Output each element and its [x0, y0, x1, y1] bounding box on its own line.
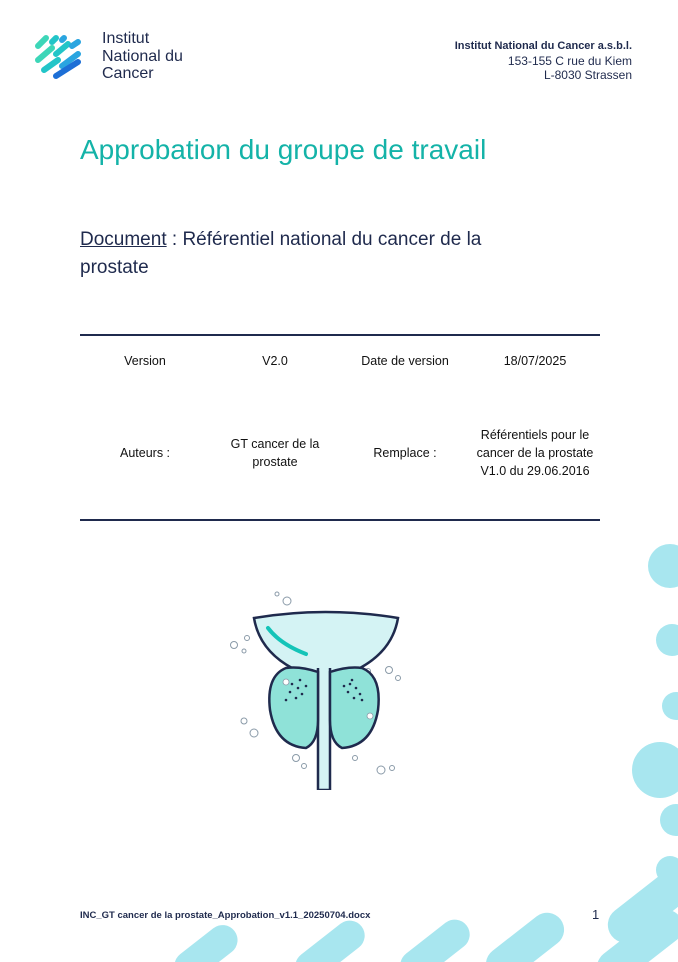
- document-separator: :: [166, 229, 183, 250]
- logo-line-2: National du: [102, 47, 183, 65]
- replaces-label: Remplace :: [373, 446, 437, 460]
- address-block: [455, 39, 632, 83]
- logo-text: [102, 30, 183, 83]
- document-value: Référentiel national du cancer de la prostate: [80, 229, 482, 278]
- footer-filename: INC_GT cancer de la prostate_Approbation_v1.1_20250704.docx: [80, 910, 371, 921]
- version-value: V2.0: [262, 354, 288, 368]
- authors-value-line-2: prostate: [252, 455, 298, 469]
- authors-value: [215, 435, 335, 471]
- version-label: Version: [124, 354, 166, 368]
- replaces-value-line-3: V1.0 du 29.06.2016: [480, 464, 590, 478]
- address-street: 153-155 C rue du Kiem: [507, 53, 632, 68]
- table-bottom-rule: [80, 519, 600, 521]
- logo-line-1: Institut: [102, 30, 150, 47]
- page-number: 1: [592, 907, 600, 922]
- replaces-value-line-2: cancer de la prostate: [476, 446, 594, 460]
- document-label: Document: [80, 229, 167, 250]
- authors-label: Auteurs :: [119, 446, 171, 460]
- address-organization: Institut National du Cancer a.s.b.l.: [454, 40, 632, 52]
- prostate-illustration-icon: [220, 590, 420, 790]
- table-top-rule: [80, 334, 600, 336]
- inc-logo-icon: [34, 32, 86, 80]
- replaces-value-line-1: Référentiels pour le: [480, 428, 590, 442]
- document-line: [80, 226, 550, 282]
- date-value: 18/07/2025: [503, 354, 567, 368]
- authors-value-line-1: GT cancer de la: [230, 437, 320, 451]
- logo-line-3: Cancer: [102, 65, 154, 82]
- date-label: Date de version: [361, 354, 449, 368]
- address-city: L-8030 Strassen: [543, 68, 632, 82]
- replaces-value: [465, 426, 605, 480]
- page-title: Approbation du groupe de travail: [80, 134, 487, 165]
